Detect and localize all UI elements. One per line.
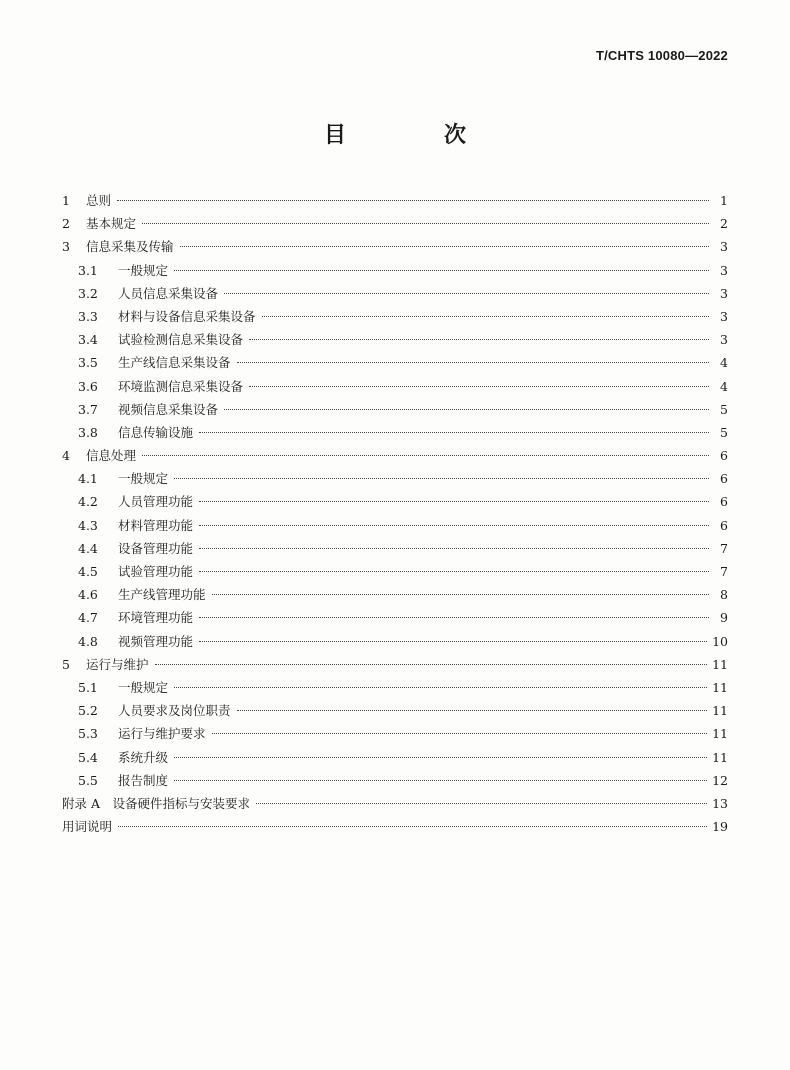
toc-dot-leader [249,339,709,340]
toc-entry[interactable] [62,676,728,699]
toc-entry-page: 11 [712,726,728,742]
toc-entry[interactable] [62,653,728,676]
toc-entry-label: 系统升级 [118,749,169,765]
toc-entry-label: 运行与维护要求 [118,726,206,742]
toc-dot-leader [199,641,707,642]
toc-dot-leader [117,200,709,201]
toc-entry-label: 信息处理 [86,448,137,464]
toc-entry-number: 4.1 [78,471,98,487]
toc-entry-number: 2 [62,216,70,232]
toc-entry-page: 6 [720,494,728,510]
toc-entry-label: 试验检测信息采集设备 [118,332,244,348]
toc-entry-label: 材料管理功能 [118,517,194,533]
toc-entry[interactable] [62,421,728,444]
toc-entry[interactable] [62,699,728,722]
toc-entry-label: 一般规定 [118,679,169,695]
toc-entry-label: 视频信息采集设备 [118,401,219,417]
toc-entry[interactable] [62,722,728,745]
toc-entry-number: 3.8 [78,424,98,440]
toc-entry-label: 生产线管理功能 [118,587,206,603]
toc-entry-page: 6 [720,448,728,464]
toc-dot-leader [180,246,709,247]
toc-entry[interactable] [62,398,728,421]
toc-dot-leader [199,432,709,433]
toc-entry-label: 用词说明 [62,819,113,835]
toc-dot-leader [199,571,709,572]
toc-entry-page: 3 [720,308,728,324]
toc-dot-leader [237,710,708,711]
toc-entry-number: 4.7 [78,610,98,626]
toc-entry-page: 2 [720,216,728,232]
toc-dot-leader [174,478,709,479]
toc-entry[interactable] [62,375,728,398]
toc-entry-number: 4.4 [78,540,98,556]
toc-entry[interactable] [62,444,728,467]
toc-entry-page: 10 [712,633,728,649]
toc-entry-label: 总则 [86,193,112,208]
toc-dot-leader [155,664,708,665]
toc-entry-label: 材料与设备信息采集设备 [118,308,256,324]
toc-entry[interactable] [62,815,728,838]
toc-entry-label: 附录 A 设备硬件指标与安装要求 [62,795,251,811]
toc-entry-label: 基本规定 [86,216,137,232]
toc-entry-number: 3.2 [78,285,98,301]
toc-entry-number: 4.6 [78,587,98,603]
toc-entry-page: 13 [712,795,728,811]
toc-entry-label: 生产线信息采集设备 [118,355,231,371]
toc-dot-leader [174,780,707,781]
toc-entry[interactable] [62,490,728,513]
toc-entry[interactable] [62,606,728,629]
toc-entry-label: 人员信息采集设备 [118,285,219,301]
toc-dot-leader [174,687,707,688]
toc-entry[interactable] [62,328,728,351]
toc-dot-leader [212,594,709,595]
toc-entry-page: 3 [720,332,728,348]
toc-dot-leader [142,223,709,224]
toc-entry[interactable] [62,305,728,328]
toc-entry[interactable] [62,630,728,653]
toc-entry-page: 3 [720,262,728,278]
table-of-contents [62,189,728,838]
toc-entry-page: 6 [720,471,728,487]
toc-dot-leader [142,455,709,456]
toc-dot-leader [262,316,709,317]
toc-entry[interactable] [62,769,728,792]
toc-entry-number: 3.7 [78,401,98,417]
toc-entry-label: 设备管理功能 [118,540,194,556]
toc-entry-page: 3 [720,239,728,255]
toc-entry[interactable] [62,235,728,258]
toc-dot-leader [118,826,707,827]
toc-entry-page: 19 [712,819,728,835]
toc-entry-page: 8 [720,587,728,603]
toc-entry-label: 人员要求及岗位职责 [118,703,231,719]
toc-entry-number: 3 [62,239,70,255]
toc-entry-number: 3.5 [78,355,98,371]
toc-dot-leader [199,617,709,618]
toc-entry-label: 人员管理功能 [118,494,194,510]
toc-entry-number: 5.5 [78,772,98,788]
toc-entry[interactable] [62,537,728,560]
toc-entry-number: 4 [62,448,70,464]
toc-entry-number: 5.4 [78,749,98,765]
toc-entry-label: 信息传输设施 [118,424,194,440]
toc-entry-number: 5 [62,656,70,672]
toc-entry-page: 7 [720,564,728,579]
toc-entry[interactable] [62,212,728,235]
page-title: 目 次 [323,123,504,148]
toc-entry-page: 11 [712,656,728,672]
toc-entry-label: 报告制度 [118,772,169,788]
toc-entry-page: 5 [720,424,728,440]
toc-entry-number: 4.5 [78,564,98,579]
toc-entry-page: 12 [712,772,728,788]
toc-dot-leader [224,409,709,410]
toc-entry[interactable] [62,259,728,282]
toc-entry[interactable] [62,351,728,374]
toc-entry[interactable] [62,189,728,212]
toc-entry[interactable] [62,560,728,583]
toc-dot-leader [199,525,709,526]
toc-dot-leader [256,803,707,804]
toc-dot-leader [224,293,709,294]
toc-dot-leader [199,548,709,549]
toc-entry-label: 运行与维护 [86,656,149,672]
toc-entry-page: 11 [712,703,728,719]
toc-dot-leader [212,733,708,734]
toc-dot-leader [174,757,707,758]
toc-entry-number: 1 [62,193,70,208]
toc-entry[interactable] [62,583,728,606]
toc-entry-number: 4.2 [78,494,98,510]
toc-entry[interactable] [62,792,728,815]
toc-entry-label: 一般规定 [118,262,169,278]
toc-entry-page: 3 [720,285,728,301]
toc-entry-label: 信息采集及传输 [86,239,174,255]
toc-entry-page: 5 [720,401,728,417]
toc-entry[interactable] [62,514,728,537]
toc-entry-number: 5.1 [78,679,98,695]
toc-entry-page: 11 [712,749,728,765]
toc-entry-number: 4.8 [78,633,98,649]
toc-entry-page: 9 [720,610,728,626]
toc-entry-number: 4.3 [78,517,98,533]
toc-entry[interactable] [62,467,728,490]
toc-entry-label: 一般规定 [118,471,169,487]
toc-entry-number: 5.2 [78,703,98,719]
toc-dot-leader [237,362,709,363]
toc-entry-label: 环境管理功能 [118,610,194,626]
document-code: T/CHTS 10080—2022 [595,48,728,63]
toc-entry-number: 3.6 [78,378,98,394]
toc-entry-number: 5.3 [78,726,98,742]
toc-entry-number: 3.4 [78,332,98,348]
toc-entry-page: 1 [720,193,728,208]
toc-entry-page: 4 [720,378,728,394]
toc-entry[interactable] [62,746,728,769]
toc-entry-label: 环境监测信息采集设备 [118,378,244,394]
toc-dot-leader [199,501,709,502]
toc-dot-leader [249,386,709,387]
toc-entry-number: 3.1 [78,262,98,278]
toc-dot-leader [174,270,709,271]
toc-entry-number: 3.3 [78,308,98,324]
toc-entry-label: 试验管理功能 [118,564,194,579]
toc-entry-page: 6 [720,517,728,533]
toc-entry[interactable] [62,282,728,305]
toc-entry-page: 4 [720,355,728,371]
toc-entry-page: 11 [712,679,728,695]
toc-entry-label: 视频管理功能 [118,633,194,649]
toc-entry-page: 7 [720,540,728,556]
